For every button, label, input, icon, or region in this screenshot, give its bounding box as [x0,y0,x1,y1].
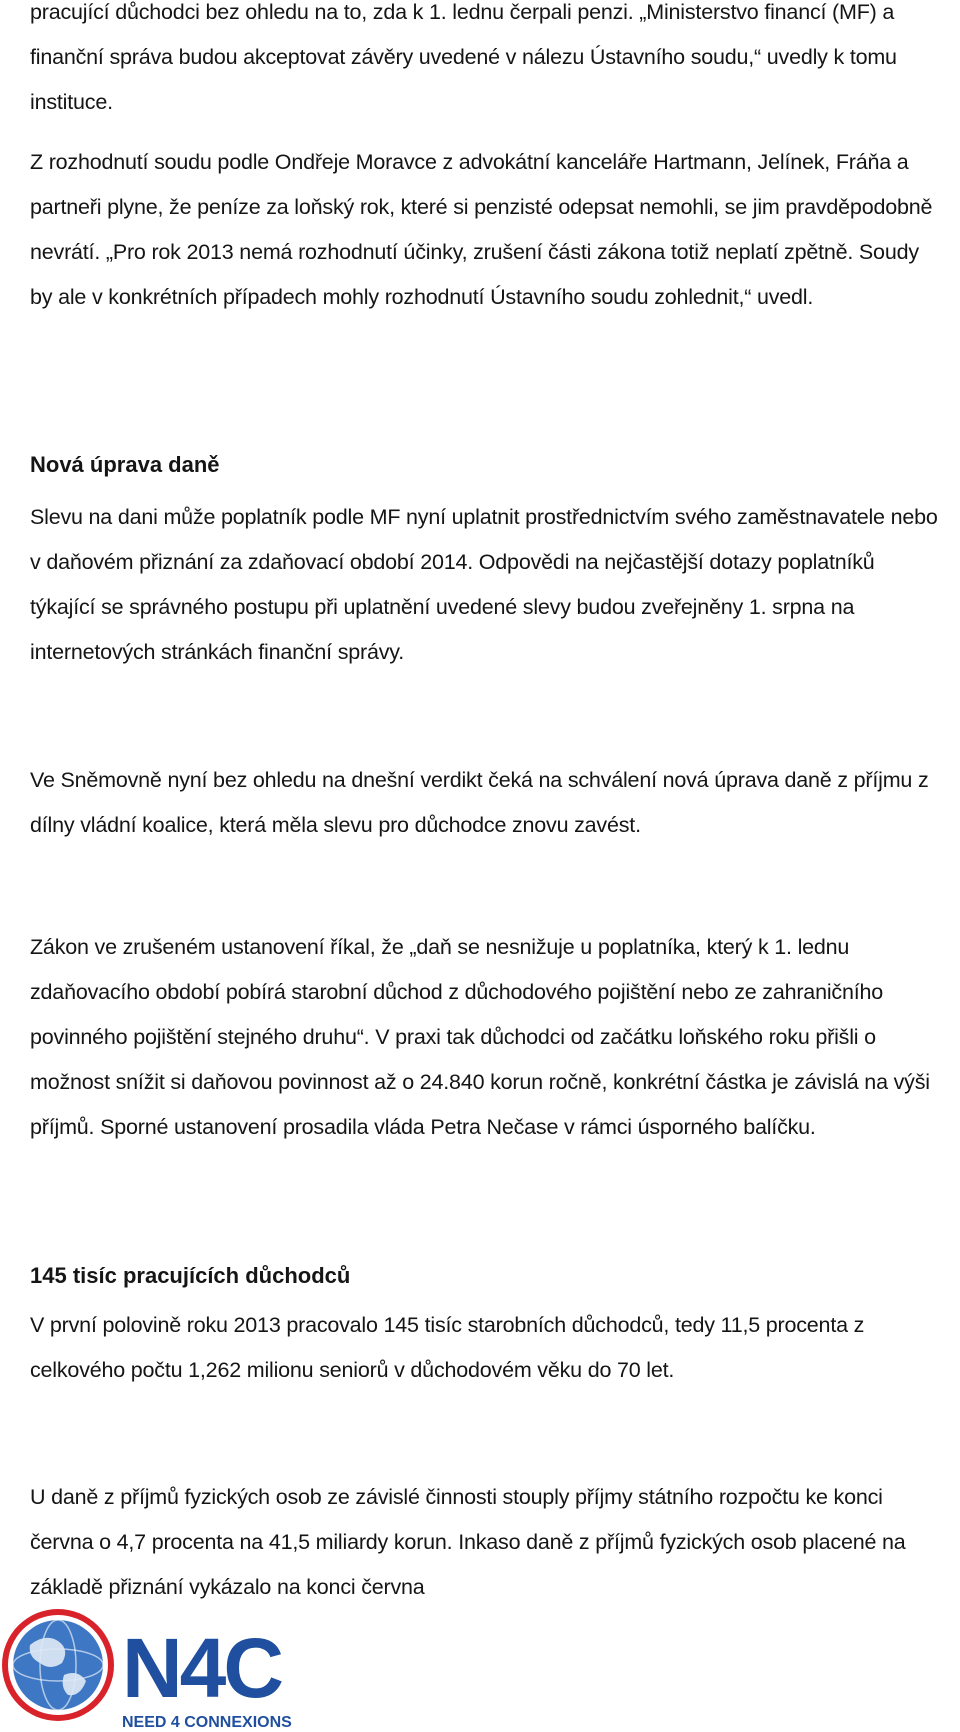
paragraph-moravec: Z rozhodnutí soudu podle Ondřeje Moravce z advokátní kanceláře Hartmann, Jelínek, Fráňa a partneři plyne, že peníze za loňský rok, které si penzisté odepsat nemohli, se jim pravděpodobně nevrátí. „Pro rok 2013 nemá rozhodnutí účinky, zrušení části zákona totiž neplatí zpětně. Soudy by ale v konkrétních případech mohly rozhodnutí Ústavního soudu zohlednit,“ uvedl. [30,150,933,309]
paragraph-dane: U daně z příjmů fyzických osob ze závislé činnosti stouply příjmy státního rozpočtu ke konci června o 4,7 procenta na 41,5 miliardy korun. Inkaso daně z příjmů fyzických osob placené na základě přiznání vykázalo na konci června [30,1485,906,1599]
n4c-logo [0,1605,310,1732]
paragraph-zakon: Zákon ve zrušeném ustanovení říkal, že „daň se nesnižuje u poplatníka, který k 1. lednu zdaňovacího období pobírá starobní důchod z důchodového pojištění nebo ze zahraničního povinného pojištění stejného druhu“. V praxi tak důchodci od začátku loňského roku přišli o možnost snížit si daňovou povinnost až o 24.840 korun ročně, konkrétní částka je závislá na výši příjmů. Sporné ustanovení prosadila vláda Petra Nečase v rámci úsporného balíčku. [30,935,930,1139]
n4c-logo-graphic [0,1605,310,1732]
heading-145-tisic: 145 tisíc pracujících důchodců [30,1263,351,1288]
logo-tagline: NEED 4 CONNEXIONS [122,1714,292,1731]
paragraph-sleva: Slevu na dani může poplatník podle MF nyní uplatnit prostřednictvím svého zaměstnavatele nebo v daňovém přiznání za zdaňovací období 2014. Odpovědi na nejčastější dotazy poplatníků týkající se správného postupu při uplatnění uvedené slevy budou zveřejněny 1. srpna na internetových stránkách finanční správy. [30,505,938,664]
paragraph-intro: pracující důchodci bez ohledu na to, zda k 1. lednu čerpali penzi. „Ministerstvo financí (MF) a finanční správa budou akceptovat závěry uvedené v nálezu Ústavního soudu,“ uvedly k tomu instituce. [30,0,897,114]
logo-mark: N4C [122,1621,282,1715]
paragraph-snemovna: Ve Sněmovně nyní bez ohledu na dnešní verdikt čeká na schválení nová úprava daně z příjmu z dílny vládní koalice, která měla slevu pro důchodce znovu zavést. [30,768,929,837]
paragraph-145: V první polovině roku 2013 pracovalo 145 tisíc starobních důchodců, tedy 11,5 procenta z celkového počtu 1,262 milionu seniorů v důchodovém věku do 70 let. [30,1313,865,1382]
heading-nova-uprava-dane: Nová úprava daně [30,452,220,477]
